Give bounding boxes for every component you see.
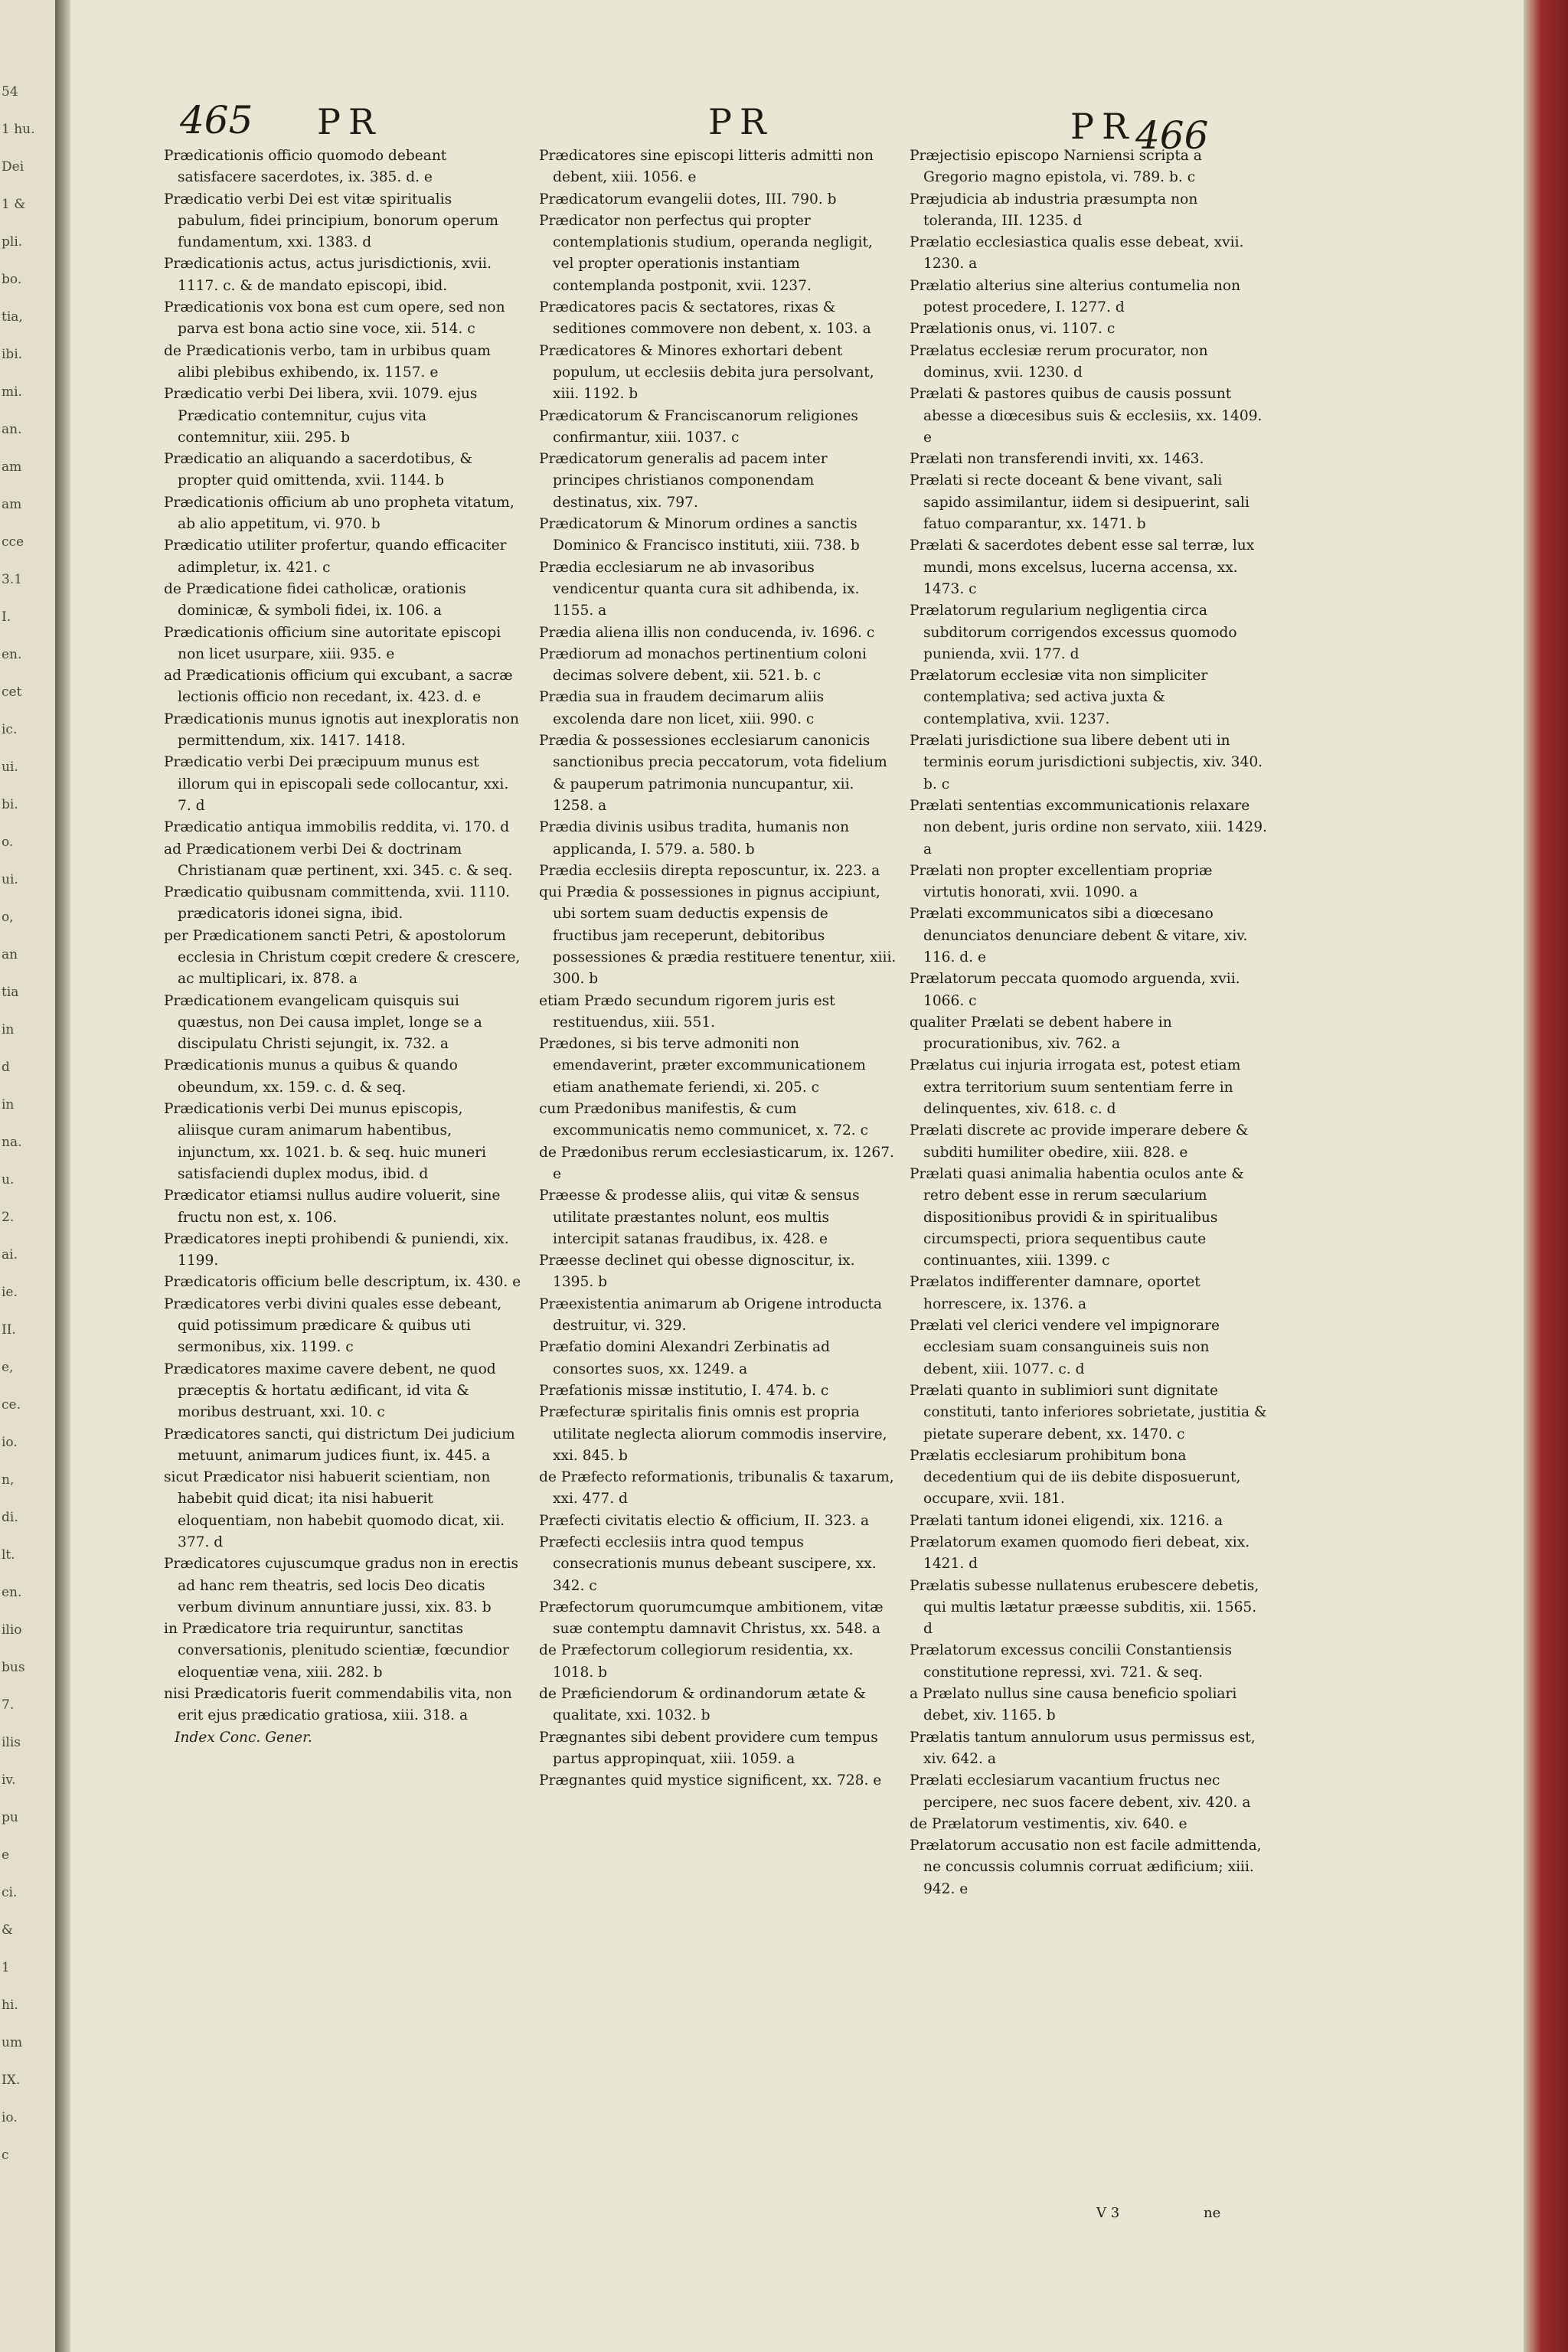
prev-page-fragment: IX.	[2, 2073, 21, 2088]
index-entry: Prædicatorum & Franciscanorum religiones confirmantur, xiii. 1037. c	[539, 407, 858, 446]
index-entry: Prædia ecclesiis direpta reposcuntur, ix. 223. a	[539, 862, 880, 879]
index-entry: nisi Prædicatoris fuerit commendabilis vita, non erit ejus prædicatio gratiosa, xiii. 318. a	[164, 1686, 512, 1724]
prev-page-fragment: en.	[2, 647, 22, 662]
index-entry: Prælatos indifferenter damnare, oportet horrescere, ix. 1376. a	[910, 1274, 1200, 1312]
index-entry: Prædicationis munus a quibus & quando obeundum, xx. 159. c. d. & seq.	[164, 1057, 458, 1096]
index-entry: in Prædicatore tria requiruntur, sanctitas conversationis, plenitudo scientiæ, fœcundior eloquentiæ vena, xiii. 282. b	[164, 1621, 509, 1681]
prev-page-fragment: io.	[2, 1435, 18, 1450]
index-entry: Præfationis missæ institutio, I. 474. b. c	[539, 1382, 829, 1399]
prev-page-fragment: n,	[2, 1472, 15, 1488]
prev-page-fragment: tia	[2, 985, 19, 1000]
index-entry: Præfecturæ spiritalis finis omnis est propria utilitate neglecta aliorum commodis inservire, xxi. 845. b	[539, 1404, 887, 1464]
index-entry: de Prædonibus rerum ecclesiasticarum, ix. 1267. e	[539, 1144, 894, 1182]
prev-page-fragment: II.	[2, 1322, 16, 1338]
prev-page-fragment: mi.	[2, 384, 22, 400]
index-entry: Prælatio ecclesiastica qualis esse debeat, xvii. 1230. a	[910, 234, 1244, 273]
index-entry: Prædia ecclesiarum ne ab invasoribus vendicentur quanta cura sit adhibenda, ix. 1155. a	[539, 559, 860, 619]
index-column-3	[910, 145, 1268, 1900]
prev-page-fragment: tia,	[2, 309, 23, 325]
prev-page-fragment: di.	[2, 1510, 18, 1525]
prev-page-fragment: am	[2, 497, 22, 512]
index-entry: Prælati discrete ac provide imperare debere & subditi humiliter obedire, xiii. 828. e	[910, 1122, 1249, 1161]
prev-page-fragment: ibi.	[2, 347, 23, 362]
index-entry: Prædicatio utiliter profertur, quando efficaciter adimpletur, ix. 421. c	[164, 537, 507, 576]
index-column-2	[539, 145, 897, 1792]
index-entry: Prælatio alterius sine alterius contumelia non potest procedere, I. 1277. d	[910, 277, 1241, 316]
index-entry: ad Prædicationis officium qui excubant, a sacræ lectionis officio non recedant, ix. 423. d. e	[164, 668, 513, 706]
prev-page-fragment: 1 hu.	[2, 122, 35, 137]
index-entry: Prælati excommunicatos sibi a diœcesano denunciatos denunciare debent & vitare, xiv. 116. d. e	[910, 906, 1248, 965]
index-entry: Prædicatores maxime cavere debent, ne quod præceptis & hortatu ædificant, id vita & moribus destruant, xxi. 10. c	[164, 1361, 496, 1421]
index-entry: Prædia aliena illis non conducenda, iv. 1696. c	[539, 624, 875, 641]
index-entry: Prædicationis munus ignotis aut inexploratis non permittendum, xix. 1417. 1418.	[164, 710, 519, 750]
prev-page-fragment: io.	[2, 2110, 18, 2125]
index-entry: Prædicationis officium ab uno propheta vitatum, ab alio appetitum, vi. 970. b	[164, 494, 514, 533]
index-entry: Prælati non transferendi inviti, xx. 1463.	[910, 451, 1204, 468]
prev-page-fragment: cet	[2, 684, 22, 700]
index-entry: Prædia divinis usibus tradita, humanis non applicanda, I. 579. a. 580. b	[539, 819, 850, 858]
index-entry: de Præfecto reformationis, tribunalis & taxarum, xxi. 477. d	[539, 1469, 894, 1508]
prev-page-fragment: bi.	[2, 797, 18, 812]
prev-page-fragment: lt.	[2, 1547, 15, 1563]
right-page-number: 466	[1135, 113, 1209, 158]
left-page-number: 465	[180, 98, 253, 142]
prev-page-fragment: ci.	[2, 1885, 18, 1900]
index-entry: Prædicatio verbi Dei præcipuum munus est illorum qui in episcopali sede collocantur, xxi. 7. d	[164, 754, 509, 814]
index-entry: Prædicatio an aliquando a sacerdotibus, & propter quid omittenda, xvii. 1144. b	[164, 451, 472, 489]
index-entry: Prædicatores sancti, qui districtum Dei judicium metuunt, animarum judices fiunt, ix. 445. a	[164, 1426, 515, 1464]
index-entry: Prædicationis officium sine autoritate episcopi non licet usurpare, xiii. 935. e	[164, 624, 501, 662]
index-entry: qui Prædia & possessiones in pignus accipiunt, ubi sortem suam deductis expensis de fructibus jam receperunt, debitoribus possessiones & prædia restituere tenentur, xiii. 300. b	[539, 884, 897, 988]
index-entry: sicut Prædicator nisi habuerit scientiam, non habebit quid dicat; ita nisi habuerit eloquentiam, non habebit quomodo dicat, xii. 377. d	[164, 1469, 505, 1550]
index-entry: Prædicatores cujuscumque gradus non in erectis ad hanc rem theatris, sed locis Deo dicatis verbum divinum annuntiare jussi, xix. 83. b	[164, 1556, 519, 1615]
prev-page-fragment: 3.1	[2, 572, 23, 587]
index-entry: Prædia sua in fraudem decimarum aliis excolenda dare non licet, xiii. 990. c	[539, 689, 825, 727]
index-entry: de Prædicatione fidei catholicæ, orationis dominicæ, & symboli fidei, ix. 106. a	[164, 580, 466, 619]
index-entry: Prælati jurisdictione sua libere debent uti in terminis eorum jurisdictioni subjectis, xiv. 340. b. c	[910, 733, 1263, 792]
prev-page-fragment: pu	[2, 1810, 18, 1825]
index-entry: Prælati ecclesiarum vacantium fructus nec percipere, nec suos facere debent, xiv. 420. a	[910, 1772, 1251, 1811]
center-running-head: PR	[708, 101, 774, 142]
index-entry: Prælatis ecclesiarum prohibitum bona decedentium qui de iis debite disposuerunt, occupare, xvii. 181.	[910, 1447, 1241, 1508]
index-entry: a Prælato nullus sine causa beneficio spoliari debet, xiv. 1165. b	[910, 1686, 1237, 1724]
index-entry: Prælati quasi animalia habentia oculos ante & retro debent esse in rerum sæcularium dispositionibus providi & in spiritualibus circumspecti, priora sequentibus caute continuantes, xiii. 1399. c	[910, 1165, 1244, 1269]
index-entry: Prægnantes quid mystice significent, xx. 728. e	[539, 1772, 882, 1789]
prev-page-fragment: um	[2, 2035, 23, 2050]
index-entry: Prælatorum ecclesiæ vita non simpliciter contemplativa; sed activa juxta & contemplativa, xvii. 1237.	[910, 668, 1208, 727]
prev-page-fragment: ui.	[2, 760, 18, 775]
prev-page-fragment: 1	[2, 1960, 10, 1975]
index-entry: Præjectisio episcopo Narniensi scripta a Gregorio magno epistola, vi. 789. b. c	[910, 148, 1202, 186]
index-entry: Prælatorum regularium negligentia circa subditorum corrigendos excessus quomodo punienda, xvii. 177. d	[910, 603, 1237, 662]
index-entry: Præesse declinet qui obesse dignoscitur, ix. 1395. b	[539, 1253, 855, 1291]
index-entry: de Prædicationis verbo, tam in urbibus quam alibi plebibus exhibendo, ix. 1157. e	[164, 342, 491, 381]
index-entry: Prælati vel clerici vendere vel impignorare ecclesiam suam consanguineis suis non debent, xiii. 1077. c. d	[910, 1318, 1220, 1377]
right-running-head: PR	[1070, 106, 1136, 147]
prev-page-fragment: ilio	[2, 1622, 22, 1638]
index-entry: Præfecti civitatis electio & officium, II. 323. a	[539, 1512, 870, 1529]
index-entry: cum Prædonibus manifestis, & cum excommunicatis nemo communicet, x. 72. c	[539, 1101, 869, 1139]
prev-page-fragment: iv.	[2, 1772, 16, 1788]
index-entry: Prædones, si bis terve admoniti non emendaverint, præter excommunicationem etiam anathemate feriendi, xi. 205. c	[539, 1036, 866, 1096]
index-entry: Prædicationem evangelicam quisquis sui quæstus, non Dei causa implet, longe se a discipulatu Christi sejungit, ix. 732. a	[164, 992, 482, 1053]
index-entry: Prædicatores pacis & sectatores, rixas & seditiones commovere non debent, x. 103. a	[539, 299, 871, 338]
index-page	[70, 0, 1524, 2352]
index-entry: Prædicatorum evangelii dotes, III. 790. b	[539, 191, 837, 207]
index-entry: Præfatio domini Alexandri Zerbinatis ad consortes suos, xx. 1249. a	[539, 1339, 831, 1377]
catchword: ne	[1204, 2205, 1221, 2221]
prev-page-fragment: Dei	[2, 159, 24, 175]
index-entry: de Præfectorum collegiorum residentia, xx. 1018. b	[539, 1642, 854, 1681]
index-entry: Prælatorum excessus concilii Constantiensis constitutione repressi, xvi. 721. & seq.	[910, 1642, 1232, 1681]
index-entry: Prædicatores verbi divini quales esse debeant, quid potissimum prædicare & quibus uti sermonibus, xix. 1199. c	[164, 1295, 502, 1356]
index-footer-title: Index Conc. Gener.	[175, 1729, 312, 1746]
index-entry: Prædicatorum generalis ad pacem inter principes christianos componendam destinatus, xix. 797.	[539, 451, 828, 511]
index-entry: Prædicatio verbi Dei libera, xvii. 1079. ejus Prædicatio contemnitur, cujus vita contemnitur, xiii. 295. b	[164, 386, 478, 446]
prev-page-fragment: pli.	[2, 234, 23, 250]
prev-page-fragment: 54	[2, 84, 18, 100]
prev-page-fragment: ai.	[2, 1247, 18, 1263]
index-entry: de Præficiendorum & ordinandorum ætate & qualitate, xxi. 1032. b	[539, 1686, 866, 1724]
index-entry: Prædicationis verbi Dei munus episcopis, aliisque curam animarum habentibus, injunctum, xx. 1021. b. & seq. huic muneri satisfaciendi duplex modus, ibid. d	[164, 1101, 486, 1182]
index-entry: Prædicator non perfectus qui propter contemplationis studium, operanda negligit, vel propter operationis instantiam contemplanda postponit, xvii. 1237.	[539, 212, 873, 294]
prev-page-fragment: e,	[2, 1360, 14, 1375]
index-entry: Prælationis onus, vi. 1107. c	[910, 321, 1116, 338]
index-entry: Præexistentia animarum ab Origene introducta destruitur, vi. 329.	[539, 1295, 882, 1334]
index-entry: Præjudicia ab industria præsumpta non toleranda, III. 1235. d	[910, 191, 1198, 229]
index-entry: Præfectorum quorumcumque ambitionem, vitæ suæ contemptu damnavit Christus, xx. 548. a	[539, 1599, 884, 1638]
index-entry: Prælatis subesse nullatenus erubescere debetis, qui multis lætatur præesse subditis, xii. 1565. d	[910, 1577, 1259, 1638]
signature-mark: V 3	[1096, 2205, 1120, 2221]
left-running-head: PR	[317, 101, 383, 142]
index-entry: Prælatorum accusatio non est facile admittenda, ne concussis columnis corruat ædificium; xiii. 942. e	[910, 1838, 1262, 1897]
index-entry: Prædicatores & Minores exhortari debent populum, ut ecclesiis debita jura persolvant, xiii. 1192. b	[539, 342, 874, 403]
prev-page-fragment: ce.	[2, 1397, 21, 1413]
prev-page-fragment: 7.	[2, 1697, 15, 1713]
prev-page-fragment: u.	[2, 1172, 15, 1187]
index-entry: Prælatus cui injuria irrogata est, potest etiam extra territorium suum sententiam ferre in delinquentes, xiv. 618. c. d	[910, 1057, 1241, 1118]
index-entry: Prælatus ecclesiæ rerum procurator, non dominus, xvii. 1230. d	[910, 342, 1208, 381]
prev-page-fragment: bo.	[2, 272, 22, 287]
prev-page-fragment: an	[2, 947, 18, 962]
prev-page-fragment: d	[2, 1060, 10, 1075]
prev-page-fragment: an.	[2, 422, 22, 437]
index-entry: Prælati non propter excellentiam propriæ virtutis honorati, xvii. 1090. a	[910, 862, 1213, 901]
index-entry: Prædicatio antiqua immobilis reddita, vi. 170. d	[164, 819, 510, 836]
prev-page-fragment: cce	[2, 534, 24, 550]
index-entry: Prædiorum ad monachos pertinentium coloni decimas solvere debent, xii. 521. b. c	[539, 645, 867, 684]
index-entry: Prædia & possessiones ecclesiarum canonicis sanctionibus precia peccatorum, vota fidelium & pauperum patrimonia nuncupantur, xii. 1258. a	[539, 733, 887, 814]
index-entry: Prælatorum examen quomodo fieri debeat, xix. 1421. d	[910, 1534, 1250, 1573]
index-entry: Prædicatores inepti prohibendi & puniendi, xix. 1199.	[164, 1230, 509, 1269]
index-entry: Prædicatio quibusnam committenda, xvii. 1110. prædicatoris idonei signa, ibid.	[164, 884, 511, 923]
index-entry: Prædicator etiamsi nullus audire voluerit, sine fructu non est, x. 106.	[164, 1187, 501, 1226]
prev-page-fragment: 1 &	[2, 197, 26, 212]
index-entry: Prælati quanto in sublimiori sunt dignitate constituti, tanto inferiores sobrietate, justitia & pietate superare debent, xx. 1470. c	[910, 1382, 1267, 1442]
book-cover-edge	[1524, 0, 1568, 2352]
index-entry: Prædicatorum & Minorum ordines a sanctis Dominico & Francisco instituti, xiii. 738. b	[539, 516, 860, 554]
index-entry: Prædicationis officio quomodo debeant satisfacere sacerdotes, ix. 385. d. e	[164, 148, 447, 186]
index-entry: Prædicationis actus, actus jurisdictionis, xvii. 1117. c. & de mandato episcopi, ibid.	[164, 256, 492, 294]
index-entry: etiam Prædo secundum rigorem juris est restituendus, xiii. 551.	[539, 992, 835, 1031]
prev-page-fragment: e	[2, 1847, 10, 1863]
index-entry: Prælatorum peccata quomodo arguenda, xvii. 1066. c	[910, 971, 1240, 1009]
prev-page-fragment: o.	[2, 835, 14, 850]
prev-page-fragment: I.	[2, 609, 11, 625]
index-entry: de Prælatorum vestimentis, xiv. 640. e	[910, 1815, 1187, 1832]
index-entry: Præfecti ecclesiis intra quod tempus consecrationis munus debeant suscipere, xx. 342. c	[539, 1534, 877, 1594]
index-entry: Prælati tantum idonei eligendi, xix. 1216. a	[910, 1512, 1223, 1529]
index-entry: Prægnantes sibi debent providere cum tempus partus appropinquat, xiii. 1059. a	[539, 1729, 878, 1767]
index-entry: Prælatis tantum annulorum usus permissus est, xiv. 642. a	[910, 1729, 1256, 1767]
prev-page-fragment: c	[2, 2148, 9, 2163]
prev-page-fragment: in	[2, 1097, 15, 1112]
index-entry: Prædicatio verbi Dei est vitæ spiritualis pabulum, fidei principium, bonorum operum fundamentum, xxi. 1383. d	[164, 191, 499, 251]
prev-page-fragment: bus	[2, 1660, 25, 1675]
index-entry: per Prædicationem sancti Petri, & apostolorum ecclesia in Christum cœpit credere & crescere, ac multiplicari, ix. 878. a	[164, 927, 521, 988]
index-entry: Prædicatoris officium belle descriptum, ix. 430. e	[164, 1274, 521, 1291]
index-entry: Prædicationis vox bona est cum opere, sed non parva est bona actio sine voce, xii. 514. c	[164, 299, 505, 338]
prev-page-fragment: in	[2, 1022, 15, 1037]
previous-page-edge	[0, 0, 57, 2352]
index-entry: ad Prædicationem verbi Dei & doctrinam Christianam quæ pertinent, xxi. 345. c. & seq.	[164, 841, 513, 879]
prev-page-fragment: ie.	[2, 1285, 18, 1300]
prev-page-fragment: am	[2, 459, 22, 475]
index-entry: qualiter Prælati se debent habere in procurationibus, xiv. 762. a	[910, 1014, 1172, 1053]
prev-page-fragment: o,	[2, 910, 14, 925]
prev-page-fragment: &	[2, 1922, 14, 1938]
index-entry: Prælati si recte doceant & bene vivant, sali sapido assimilantur, iidem si desipuerint, sali fatuo comparantur, xx. 1471. b	[910, 472, 1250, 533]
index-entry: Prælati & sacerdotes debent esse sal terræ, lux mundi, mons excelsus, lucerna accensa, xx. 1473. c	[910, 537, 1255, 597]
index-entry: Prædicatores sine episcopi litteris admitti non debent, xiii. 1056. e	[539, 148, 874, 186]
prev-page-fragment: ui.	[2, 872, 18, 887]
index-entry: Prælati sententias excommunicationis relaxare non debent, juris ordine non servato, xiii. 1429. a	[910, 797, 1267, 858]
book-gutter	[55, 0, 70, 2352]
prev-page-fragment: ic.	[2, 722, 18, 737]
prev-page-fragment: 2.	[2, 1210, 15, 1225]
index-entry: Prælati & pastores quibus de causis possunt abesse a diœcesibus suis & ecclesiis, xx. 1409. e	[910, 386, 1263, 446]
index-column-1	[164, 145, 522, 1749]
prev-page-fragment: na.	[2, 1135, 22, 1150]
prev-page-fragment: en.	[2, 1585, 22, 1600]
prev-page-fragment: ilis	[2, 1735, 21, 1750]
prev-page-fragment: hi.	[2, 1998, 18, 2013]
index-entry: Præesse & prodesse aliis, qui vitæ & sensus utilitate præstantes nolunt, eos multis intercipit satanas fraudibus, ix. 428. e	[539, 1187, 860, 1247]
